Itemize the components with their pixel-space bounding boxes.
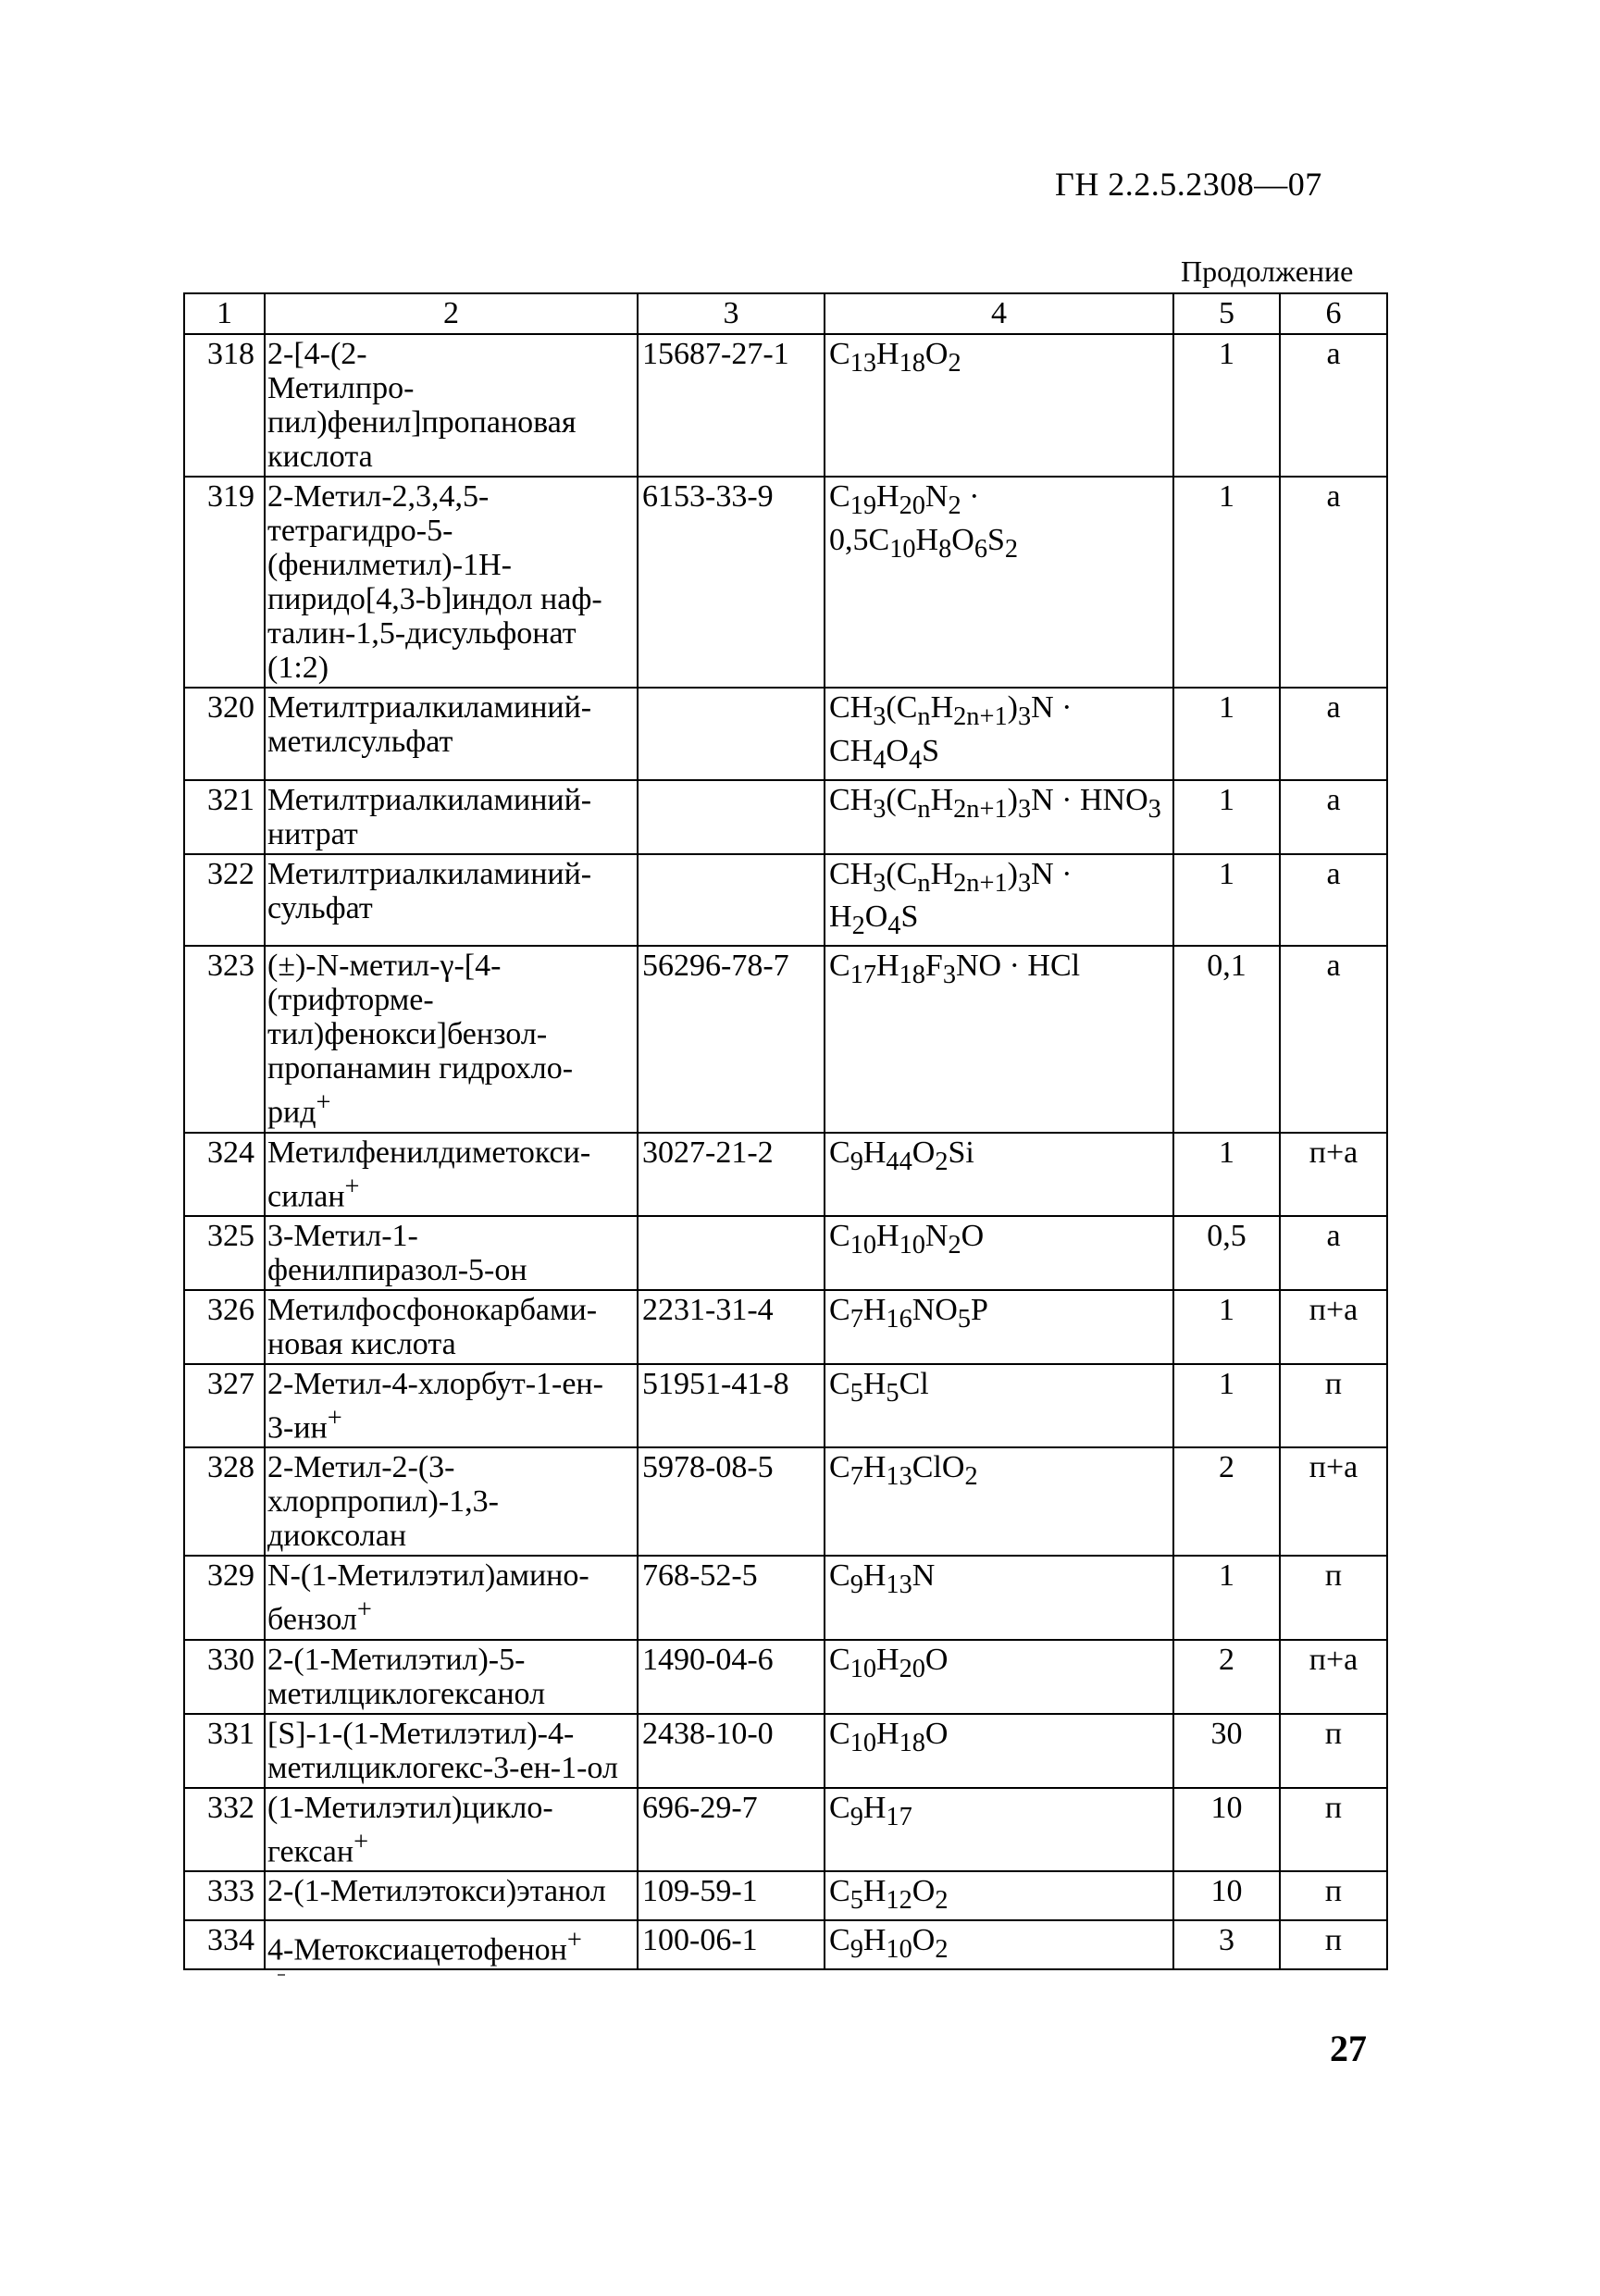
substance-name: 2-[4-(2- Метилпро- пил)фенил]пропановая кислота [265,334,638,477]
substance-name: 3-Метил-1- фенилпиразол-5-он [265,1216,638,1290]
substance-name: Метилфенилдиметокси- силан+ [265,1133,638,1216]
limit-value: 1 [1173,477,1280,688]
substance-name: 2-(1-Метилэтил)-5- метилциклогексанол [265,1640,638,1714]
table-row [184,1133,1387,1216]
limit-value: 1 [1173,334,1280,477]
aggregate-state: а [1280,946,1387,1132]
row-number: 322 [184,854,265,947]
cas-number: 56296-78-7 [638,946,825,1132]
cas-number: 100-06-1 [638,1920,825,1969]
table-row [184,1640,1387,1714]
chemical-formula: $C_9H_{10}O_2$ [825,1920,1173,1969]
table-row [184,1364,1387,1447]
row-number: 318 [184,334,265,477]
limit-value: 30 [1173,1714,1280,1788]
aggregate-state: п [1280,1364,1387,1447]
cas-number: 51951-41-8 [638,1364,825,1447]
table-row [184,1216,1387,1290]
column-header: 1 [184,293,265,334]
table-row [184,1290,1387,1364]
substance-name: 4-Метоксиацетофенон+ [265,1920,638,1969]
aggregate-state: п [1280,1788,1387,1871]
column-header: 6 [1280,293,1387,334]
column-header: 3 [638,293,825,334]
aggregate-state: а [1280,688,1387,780]
divider [278,1974,285,1976]
table-row [184,1920,1387,1969]
aggregate-state: п [1280,1556,1387,1639]
table-row [184,854,1387,947]
chemical-formula: $C_{17}H_{18}F_3NO$ · HCl [825,946,1173,1132]
column-header: 4 [825,293,1173,334]
limit-value: 1 [1173,1556,1280,1639]
substance-name: 2-Метил-2,3,4,5- тетрагидро-5- (фенилметил)-1Н- пиридо[4,3-b]индол наф- талин-1,5-дисульфонат (1:2) [265,477,638,688]
table-row [184,1556,1387,1639]
table-row [184,688,1387,780]
substance-name: [S]-1-(1-Метилэтил)-4- метилциклогекс-3-ен-1-ол [265,1714,638,1788]
limit-value: 10 [1173,1871,1280,1920]
row-number: 331 [184,1714,265,1788]
chemical-formula: $C_7H_{13}ClO_2$ [825,1447,1173,1556]
row-number: 333 [184,1871,265,1920]
aggregate-state: п+а [1280,1133,1387,1216]
aggregate-state: п+а [1280,1447,1387,1556]
limit-value: 2 [1173,1447,1280,1556]
table-header-row [184,293,1387,334]
aggregate-state: а [1280,477,1387,688]
chemical-formula: $CH_3(C_nH_{2n+1})_3N \cdot H_2O_4S$ [825,854,1173,947]
table-row [184,1447,1387,1556]
chemical-formula: $C_{13}H_{18}O_2$ [825,334,1173,477]
row-number: 328 [184,1447,265,1556]
substance-name: N-(1-Метилэтил)амино- бензол+ [265,1556,638,1639]
chemical-formula: $C_{10}H_{10}N_2O$ [825,1216,1173,1290]
limit-value: 0,1 [1173,946,1280,1132]
row-number: 326 [184,1290,265,1364]
row-number: 324 [184,1133,265,1216]
limit-value: 1 [1173,780,1280,854]
row-number: 334 [184,1920,265,1969]
table-row [184,477,1387,688]
limit-value: 0,5 [1173,1216,1280,1290]
table-row [184,334,1387,477]
substance-name: Метилтриалкиламиний- метилсульфат [265,688,638,780]
cas-number: 768-52-5 [638,1556,825,1639]
aggregate-state: а [1280,1216,1387,1290]
aggregate-state: а [1280,854,1387,947]
limit-value: 3 [1173,1920,1280,1969]
substance-name: Метилтриалкиламиний- сульфат [265,854,638,947]
limit-value: 1 [1173,688,1280,780]
substance-name: Метилтриалкиламиний- нитрат [265,780,638,854]
row-number: 330 [184,1640,265,1714]
chemical-formula: $C_9H_{17}$ [825,1788,1173,1871]
chemical-formula: $C_{19}H_{20}N_2 \cdot 0,5C_{10}H_8O_6S_2$ [825,477,1173,688]
substance-name: 2-Метил-2-(3- хлорпропил)-1,3- диоксолан [265,1447,638,1556]
chemical-formula: $C_{10}H_{18}O$ [825,1714,1173,1788]
chemical-formula: $CH_3(C_nH_{2n+1})_3N \cdot HNO_3$ [825,780,1173,854]
table-row [184,1788,1387,1871]
substances-table [183,292,1388,1970]
substance-name: 2-(1-Метилэтокси)этанол [265,1871,638,1920]
table-row [184,780,1387,854]
aggregate-state: п+а [1280,1290,1387,1364]
limit-value: 1 [1173,1290,1280,1364]
substance-name: (1-Метилэтил)цикло- гексан+ [265,1788,638,1871]
limit-value: 1 [1173,854,1280,947]
cas-number [638,780,825,854]
aggregate-state: а [1280,780,1387,854]
row-number: 320 [184,688,265,780]
row-number: 321 [184,780,265,854]
cas-number [638,854,825,947]
aggregate-state: п [1280,1714,1387,1788]
cas-number: 5978-08-5 [638,1447,825,1556]
chemical-formula: $C_{10}H_{20}O$ [825,1640,1173,1714]
cas-number [638,688,825,780]
column-header: 5 [1173,293,1280,334]
cas-number: 109-59-1 [638,1871,825,1920]
cas-number: 1490-04-6 [638,1640,825,1714]
chemical-formula: $C_5H_{12}O_2$ [825,1871,1173,1920]
substance-name: (±)-N-метил-γ-[4- (трифторме- тил)фенокси]бензол- пропанамин гидрохло- рид+ [265,946,638,1132]
chemical-formula: $C_9H_{44}O_2Si$ [825,1133,1173,1216]
aggregate-state: п+а [1280,1640,1387,1714]
chemical-formula: $C_5H_5Cl$ [825,1364,1173,1447]
table-row [184,946,1387,1132]
row-number: 325 [184,1216,265,1290]
chemical-formula: $C_7H_{16}NO_5P$ [825,1290,1173,1364]
cas-number: 15687-27-1 [638,334,825,477]
document-code: ГН 2.2.5.2308—07 [1055,166,1322,203]
row-number: 323 [184,946,265,1132]
aggregate-state: п [1280,1920,1387,1969]
row-number: 332 [184,1788,265,1871]
row-number: 329 [184,1556,265,1639]
cas-number: 3027-21-2 [638,1133,825,1216]
substance-name: Метилфосфонокарбами- новая кислота [265,1290,638,1364]
limit-value: 10 [1173,1788,1280,1871]
row-number: 327 [184,1364,265,1447]
table-row [184,1871,1387,1920]
cas-number: 2231-31-4 [638,1290,825,1364]
row-number: 319 [184,477,265,688]
cas-number: 6153-33-9 [638,477,825,688]
substance-name: 2-Метил-4-хлорбут-1-ен- 3-ин+ [265,1364,638,1447]
continuation-label: Продолжение [1181,254,1354,288]
column-header: 2 [265,293,638,334]
aggregate-state: п [1280,1871,1387,1920]
page-number: 27 [1330,2028,1367,2069]
cas-number: 2438-10-0 [638,1714,825,1788]
cas-number [638,1216,825,1290]
aggregate-state: а [1280,334,1387,477]
table-row [184,1714,1387,1788]
chemical-formula: $CH_3(C_nH_{2n+1})_3N$ · $CH_4O_4S$ [825,688,1173,780]
limit-value: 2 [1173,1640,1280,1714]
limit-value: 1 [1173,1364,1280,1447]
cas-number: 696-29-7 [638,1788,825,1871]
limit-value: 1 [1173,1133,1280,1216]
chemical-formula: $C_9H_{13}N$ [825,1556,1173,1639]
